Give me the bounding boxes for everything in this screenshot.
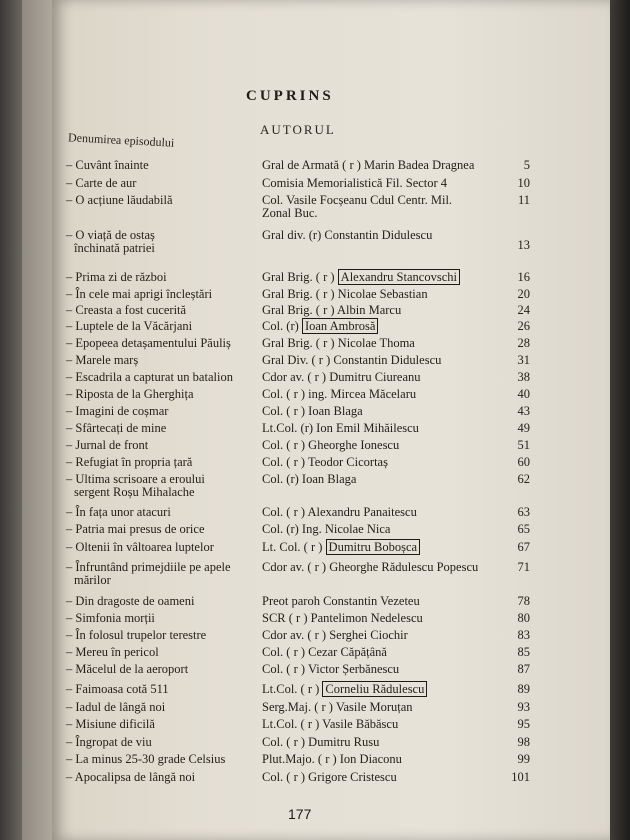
- episode-title: – O acțiune lăudabilă: [66, 193, 173, 207]
- author-rank: Lt.Col. ( r ): [262, 682, 320, 696]
- author-name-continued: Zonal Buc.: [262, 206, 318, 220]
- episode-title: – În folosul trupelor terestre: [66, 628, 207, 642]
- author-rank: Col. (r): [262, 319, 299, 333]
- author-name: SCR ( r ) Pantelimon Nedelescu: [262, 611, 423, 625]
- episode-title: – Faimoasa cotă 511: [66, 682, 169, 696]
- episode-title: – Riposta de la Gherghița: [66, 387, 194, 401]
- page-ref: 101: [511, 770, 530, 784]
- toc-entry: [0, 717, 630, 737]
- page-ref: 71: [517, 560, 530, 574]
- episode-title: – Îngropat de viu: [66, 735, 152, 749]
- episode-title: – Ultima scrisoare a eroului: [66, 472, 205, 486]
- toc-entry: [0, 540, 630, 560]
- page-number: 177: [288, 806, 312, 822]
- page-ref: 67: [517, 540, 530, 554]
- episode-title: – Mereu în pericol: [66, 645, 159, 659]
- page-ref: 95: [517, 717, 530, 731]
- episode-title: – Escadrila a capturat un batalion: [66, 370, 233, 384]
- author-rank: Gral Brig. ( r ): [262, 270, 335, 284]
- episode-title: – Imagini de coșmar: [66, 404, 169, 418]
- episode-title: – Jurnal de front: [66, 438, 149, 452]
- author-name-boxed: Ioan Ambrosă: [302, 318, 378, 334]
- page-ref: 24: [517, 303, 530, 317]
- episode-title: – Refugiat în propria țară: [66, 455, 193, 469]
- author-name: Gral Brig. ( r ) Nicolae Sebastian: [262, 287, 428, 301]
- author-name: Col. ( r ) Gheorghe Ionescu: [262, 438, 400, 452]
- page-ref: 98: [517, 735, 530, 749]
- page-ref: 62: [517, 472, 530, 486]
- episode-title-continued: mărilor: [74, 573, 111, 587]
- author-name: Col. ( r ) Cezar Căpățână: [262, 645, 387, 659]
- toc-entry: [0, 662, 630, 682]
- toc-entry: [0, 770, 630, 790]
- author-name: Preot paroh Constantin Vezeteu: [262, 594, 420, 608]
- author-name: Col. (r) Ing. Nicolae Nica: [262, 522, 391, 536]
- author-name: Serg.Maj. ( r ) Vasile Moruțan: [262, 700, 413, 714]
- page-ref: 63: [517, 505, 530, 519]
- page-ref: 85: [517, 645, 530, 659]
- episode-title-continued: închinată patriei: [74, 241, 155, 255]
- author-name: [262, 682, 427, 696]
- author-name: Col. ( r ) Dumitru Rusu: [262, 735, 380, 749]
- author-name: [262, 540, 420, 554]
- page-ref: 40: [517, 387, 530, 401]
- episode-title: – Simfonia morții: [66, 611, 155, 625]
- episode-title: – Misiune dificilă: [66, 717, 155, 731]
- episode-title: – Patria mai presus de orice: [66, 522, 205, 536]
- page-ref: 49: [517, 421, 530, 435]
- page-ref: 26: [517, 319, 530, 333]
- page-ref: 11: [517, 193, 530, 207]
- author-name-boxed: Alexandru Stancovschi: [338, 269, 460, 285]
- episode-title: – Luptele de la Văcărjani: [66, 319, 193, 333]
- page-ref: 20: [517, 287, 530, 301]
- author-name: Col. ( r ) ing. Mircea Măcelaru: [262, 387, 417, 401]
- page-ref: 28: [517, 336, 530, 350]
- author-name: Col. Vasile Focșeanu Cdul Centr. Mil.: [262, 193, 453, 207]
- author-name: [262, 270, 460, 284]
- page-ref: 99: [517, 752, 530, 766]
- page-ref: 65: [517, 522, 530, 536]
- page-ref: 43: [517, 404, 530, 418]
- page-ref: 87: [517, 662, 530, 676]
- episode-title: – Iadul de lângă noi: [66, 700, 166, 714]
- column-header-episode: Denumirea episodului: [67, 130, 175, 150]
- episode-title: – La minus 25-30 grade Celsius: [66, 752, 226, 766]
- episode-title: – Cuvânt înainte: [66, 158, 149, 172]
- episode-title: – Înfruntând primejdiile pe apele: [66, 560, 231, 574]
- episode-title: – Creasta a fost cucerită: [66, 303, 187, 317]
- toc-entry: [0, 158, 630, 178]
- author-name: Gral Div. ( r ) Constantin Didulescu: [262, 353, 442, 367]
- episode-title: – Epopeea detașamentului Păuliș: [66, 336, 231, 350]
- toc-entry: [0, 752, 630, 772]
- episode-title: – Carte de aur: [66, 176, 137, 190]
- author-name: Plut.Majo. ( r ) Ion Diaconu: [262, 752, 402, 766]
- page-ref: 80: [517, 611, 530, 625]
- author-name-boxed: Dumitru Boboșca: [326, 539, 421, 555]
- author-name: Cdor av. ( r ) Dumitru Ciureanu: [262, 370, 421, 384]
- page-ref: 38: [517, 370, 530, 384]
- author-name: Col. ( r ) Victor Șerbănescu: [262, 662, 400, 676]
- page-ref: 5: [523, 158, 530, 172]
- author-name: Lt.Col. ( r ) Vasile Băbăscu: [262, 717, 399, 731]
- author-name: Col. ( r ) Teodor Cicortaș: [262, 455, 388, 469]
- toc-entry: [0, 228, 630, 255]
- episode-title: – Apocalipsa de lângă noi: [66, 770, 196, 784]
- author-name: Cdor av. ( r ) Gheorghe Rădulescu Popescu: [262, 560, 479, 574]
- toc-entry: [0, 682, 630, 702]
- toc-entry: [0, 560, 630, 587]
- page-ref: 93: [517, 700, 530, 714]
- episode-title-continued: sergent Roșu Mihalache: [74, 485, 195, 499]
- page-ref: 78: [517, 594, 530, 608]
- author-name: Col. ( r ) Alexandru Panaitescu: [262, 505, 417, 519]
- episode-title: – Măcelul de la aeroport: [66, 662, 189, 676]
- episode-title: – Sfârtecați de mine: [66, 421, 167, 435]
- author-rank: Lt. Col. ( r ): [262, 540, 323, 554]
- page-ref: 83: [517, 628, 530, 642]
- episode-title: – În fața unor atacuri: [66, 505, 171, 519]
- toc-entry: [0, 472, 630, 499]
- page-title: CUPRINS: [246, 88, 334, 104]
- author-name: Gral Brig. ( r ) Nicolae Thoma: [262, 336, 415, 350]
- author-name-boxed: Corneliu Rădulescu: [322, 681, 427, 697]
- toc-entry: [0, 193, 630, 220]
- page-ref: 10: [517, 176, 530, 190]
- author-name: Gral Brig. ( r ) Albin Marcu: [262, 303, 402, 317]
- page-ref: 51: [517, 438, 530, 452]
- column-header-author: AUTORUL: [260, 122, 336, 137]
- author-name: Col. ( r ) Grigore Cristescu: [262, 770, 397, 784]
- page-ref: 31: [517, 353, 530, 367]
- author-name: Cdor av. ( r ) Serghei Ciochir: [262, 628, 408, 642]
- episode-title: – Oltenii în vâltoarea luptelor: [66, 540, 214, 554]
- page-ref: 13: [517, 238, 530, 252]
- author-name: Col. (r) Ioan Blaga: [262, 472, 357, 486]
- episode-title: – Marele marș: [66, 353, 139, 367]
- toc-entry: [0, 522, 630, 542]
- episode-title: – Din dragoste de oameni: [66, 594, 195, 608]
- author-name: Gral div. (r) Constantin Didulescu: [262, 228, 433, 242]
- page-ref: 89: [517, 682, 530, 696]
- author-name: Comisia Memorialistică Fil. Sector 4: [262, 176, 448, 190]
- episode-title: – Prima zi de război: [66, 270, 167, 284]
- page-ref: 60: [517, 455, 530, 469]
- page-ref: 16: [517, 270, 530, 284]
- author-name: [262, 319, 378, 333]
- episode-title: – În cele mai aprigi încleștări: [66, 287, 213, 301]
- author-name: Gral de Armată ( r ) Marin Badea Dragnea: [262, 158, 475, 172]
- episode-title: – O viață de ostaș: [66, 228, 155, 242]
- author-name: Col. ( r ) Ioan Blaga: [262, 404, 363, 418]
- author-name: Lt.Col. (r) Ion Emil Mihăilescu: [262, 421, 419, 435]
